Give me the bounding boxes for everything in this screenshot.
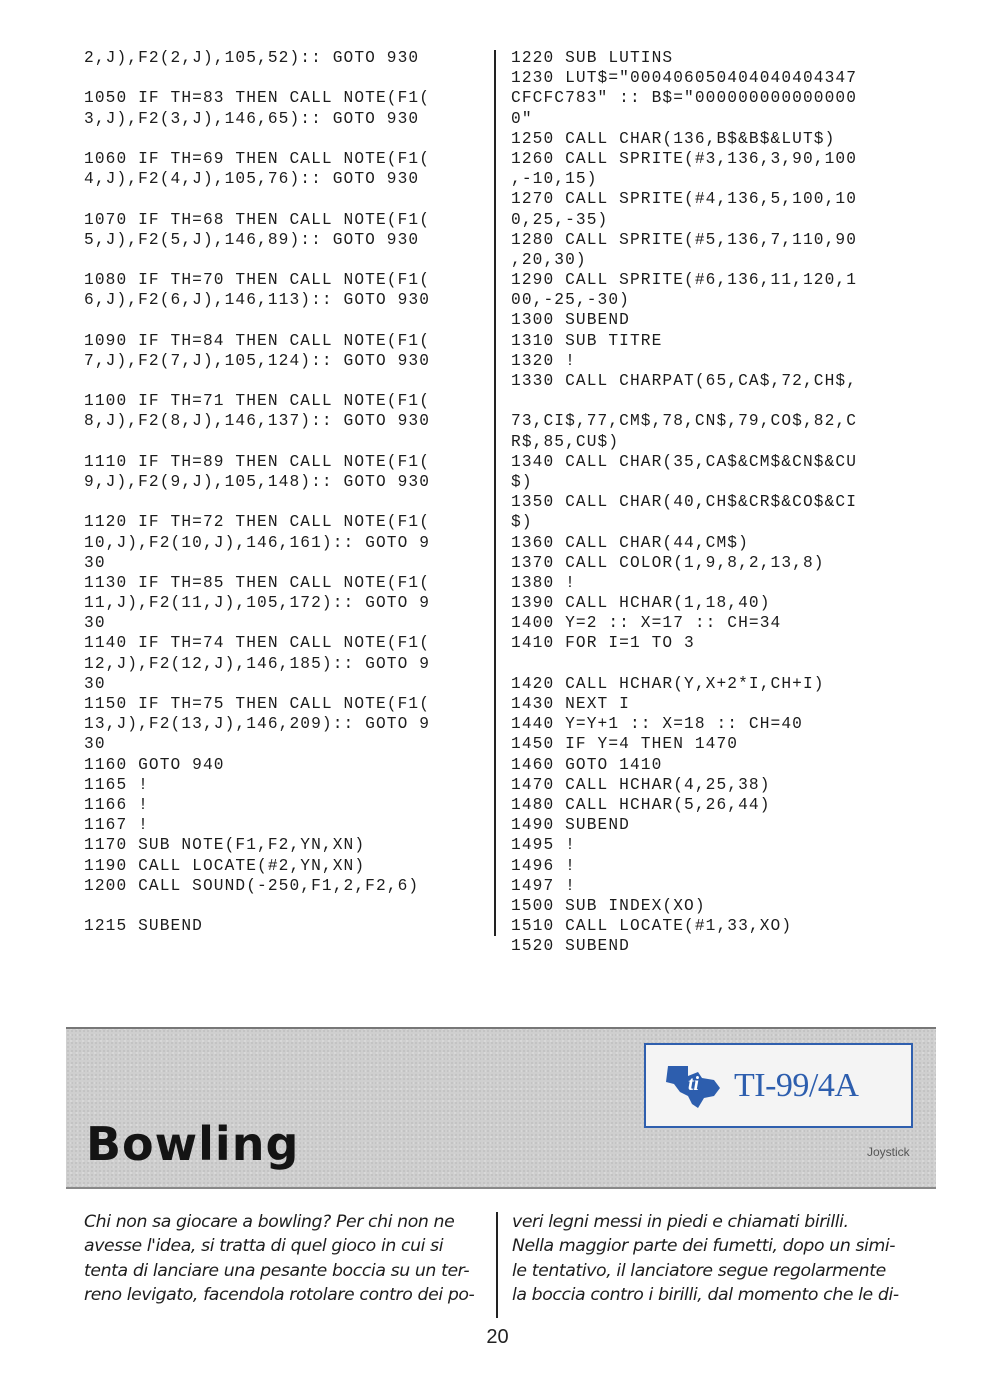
code-line: 7,J),F2(7,J),105,124):: GOTO 930	[84, 351, 431, 370]
code-line: 1130 IF TH=85 THEN CALL NOTE(F1(	[84, 573, 431, 592]
code-line: ,20,30)	[511, 250, 587, 269]
code-line: R$,85,CU$)	[511, 432, 620, 451]
code-line: ,-10,15)	[511, 170, 598, 189]
code-line: 1500 SUB INDEX(XO)	[511, 896, 706, 915]
code-line: 11,J),F2(11,J),105,172):: GOTO 9	[84, 594, 431, 613]
code-line: 1260 CALL SPRITE(#3,136,3,90,100	[511, 149, 858, 168]
code-line: 1520 SUBEND	[511, 937, 630, 956]
code-listing-left-column	[84, 48, 484, 936]
code-line: 1320 !	[511, 351, 576, 370]
text-line: tenta di lanciare una pesante boccia su un ter-	[84, 1260, 470, 1281]
code-line: 1410 FOR I=1 TO 3	[511, 634, 695, 653]
code-line: 1215 SUBEND	[84, 917, 203, 936]
code-line: 1480 CALL HCHAR(5,26,44)	[511, 795, 771, 814]
article-title: Bowling	[86, 1117, 300, 1171]
code-line: 10,J),F2(10,J),146,161):: GOTO 9	[84, 533, 431, 552]
code-line	[84, 310, 484, 330]
code-line	[84, 371, 484, 391]
code-line: 1340 CALL CHAR(35,CA$&CM$&CN$&CU	[511, 452, 858, 471]
code-line: 30	[84, 614, 106, 633]
code-line: 1200 CALL SOUND(-250,F1,2,F2,6)	[84, 876, 420, 895]
code-line: 1150 IF TH=75 THEN CALL NOTE(F1(	[84, 695, 431, 713]
code-line: 4,J),F2(4,J),105,76):: GOTO 930	[84, 170, 420, 189]
code-line: 1166 !	[84, 795, 149, 814]
code-line: 1370 CALL COLOR(1,9,8,2,13,8)	[511, 553, 825, 572]
code-line	[84, 68, 484, 88]
text-line: le tentativo, il lanciatore segue regolarmente	[512, 1260, 886, 1281]
text-line: Chi non sa giocare a bowling? Per chi non ne	[84, 1212, 455, 1232]
code-line: 1430 NEXT I	[511, 695, 630, 713]
code-line: 1100 IF TH=71 THEN CALL NOTE(F1(	[84, 392, 431, 411]
code-line: 1497 !	[511, 876, 576, 895]
code-line: 1420 CALL HCHAR(Y,X+2*I,CH+I)	[511, 674, 825, 693]
text-line: reno levigato, facendola rotolare contro dei po-	[84, 1284, 475, 1305]
article-column-divider	[496, 1212, 498, 1318]
platform-badge	[644, 1043, 913, 1128]
code-line: 2,J),F2(2,J),105,52):: GOTO 930	[84, 49, 420, 67]
code-line: 1140 IF TH=74 THEN CALL NOTE(F1(	[84, 634, 431, 653]
text-line: la boccia contro i birilli, dal momento che le di-	[512, 1284, 899, 1305]
article-banner	[66, 1027, 936, 1189]
code-line: 0,25,-35)	[511, 210, 609, 229]
code-line: 1310 SUB TITRE	[511, 331, 663, 350]
code-line: 1350 CALL CHAR(40,CH$&CR$&CO$&CI	[511, 493, 858, 512]
code-line: 1060 IF TH=69 THEN CALL NOTE(F1(	[84, 149, 431, 168]
code-line	[84, 896, 484, 916]
code-line: 1460 GOTO 1410	[511, 755, 663, 774]
code-line: 1080 IF TH=70 THEN CALL NOTE(F1(	[84, 271, 431, 290]
code-line: 1190 CALL LOCATE(#2,YN,XN)	[84, 856, 366, 875]
code-line: $)	[511, 513, 533, 532]
code-line: 1167 !	[84, 816, 149, 835]
code-line: 1300 SUBEND	[511, 311, 630, 330]
code-line: 1380 !	[511, 573, 576, 592]
code-line: 1450 IF Y=4 THEN 1470	[511, 735, 739, 754]
code-line: 1400 Y=2 :: X=17 :: CH=34	[511, 614, 782, 633]
code-line: 12,J),F2(12,J),146,185):: GOTO 9	[84, 654, 431, 673]
code-line: 5,J),F2(5,J),146,89):: GOTO 930	[84, 230, 420, 249]
code-line: 1490 SUBEND	[511, 816, 630, 835]
code-line	[84, 129, 484, 149]
code-line: 1270 CALL SPRITE(#4,136,5,100,10	[511, 190, 858, 209]
code-line: 1250 CALL CHAR(136,B$&B$&LUT$)	[511, 129, 836, 148]
code-line: 30	[84, 674, 106, 693]
code-line: 1110 IF TH=89 THEN CALL NOTE(F1(	[84, 452, 431, 471]
code-line: 1440 Y=Y+1 :: X=18 :: CH=40	[511, 715, 803, 734]
code-line: 3,J),F2(3,J),146,65):: GOTO 930	[84, 109, 420, 128]
article-text-right-column	[512, 1210, 922, 1307]
code-listing-right-column	[511, 48, 906, 956]
code-line: 13,J),F2(13,J),146,209):: GOTO 9	[84, 715, 431, 734]
code-line: 6,J),F2(6,J),146,113):: GOTO 930	[84, 291, 431, 310]
code-line: 1496 !	[511, 856, 576, 875]
code-line: 1165 !	[84, 775, 149, 794]
column-divider	[494, 50, 496, 936]
code-line	[84, 250, 484, 270]
code-line: 1290 CALL SPRITE(#6,136,11,120,1	[511, 271, 858, 290]
text-line: veri legni messi in piedi e chiamati birilli.	[512, 1212, 849, 1232]
code-line: 1070 IF TH=68 THEN CALL NOTE(F1(	[84, 210, 431, 229]
code-line: 00,-25,-30)	[511, 291, 630, 310]
code-line: CFCFC783" :: B$="000000000000000	[511, 89, 858, 108]
texas-instruments-logo-icon	[658, 1058, 728, 1114]
code-line: 1280 CALL SPRITE(#5,136,7,110,90	[511, 230, 858, 249]
code-line: $)	[511, 472, 533, 491]
code-line: 1330 CALL CHARPAT(65,CA$,72,CH$,	[511, 372, 858, 390]
category-label: Joystick	[867, 1145, 910, 1159]
code-line: 8,J),F2(8,J),146,137):: GOTO 930	[84, 412, 431, 431]
platform-name: TI-99/4A	[734, 1066, 859, 1104]
code-line: 1360 CALL CHAR(44,CM$)	[511, 533, 749, 552]
svg-text:ti: ti	[688, 1072, 700, 1095]
article-text-left-column	[84, 1210, 494, 1307]
code-line: 1160 GOTO 940	[84, 755, 225, 774]
code-line	[84, 432, 484, 452]
code-line: 1470 CALL HCHAR(4,25,38)	[511, 775, 771, 794]
code-line: 1170 SUB NOTE(F1,F2,YN,XN)	[84, 836, 366, 855]
code-line: 9,J),F2(9,J),105,148):: GOTO 930	[84, 472, 431, 491]
code-line: 1120 IF TH=72 THEN CALL NOTE(F1(	[84, 513, 431, 532]
code-line: 1220 SUB LUTINS	[511, 49, 674, 67]
code-line	[511, 391, 906, 411]
code-line: 1495 !	[511, 836, 576, 855]
code-line	[84, 189, 484, 209]
code-line	[84, 492, 484, 512]
code-line: 30	[84, 553, 106, 572]
text-line: Nella maggior parte dei fumetti, dopo un simi-	[512, 1236, 896, 1257]
code-line: 1090 IF TH=84 THEN CALL NOTE(F1(	[84, 331, 431, 350]
code-line: 1230 LUT$="000406050404040404347	[511, 69, 858, 88]
code-line: 1510 CALL LOCATE(#1,33,XO)	[511, 917, 793, 936]
code-line: 30	[84, 735, 106, 754]
code-line: 73,CI$,77,CM$,78,CN$,79,CO$,82,C	[511, 412, 858, 431]
code-line: 1390 CALL HCHAR(1,18,40)	[511, 594, 771, 613]
code-line: 1050 IF TH=83 THEN CALL NOTE(F1(	[84, 89, 431, 108]
text-line: avesse l'idea, si tratta di quel gioco in cui si	[84, 1236, 444, 1257]
page-number: 20	[486, 1326, 509, 1348]
code-line	[511, 654, 906, 674]
code-line: 0"	[511, 109, 533, 128]
